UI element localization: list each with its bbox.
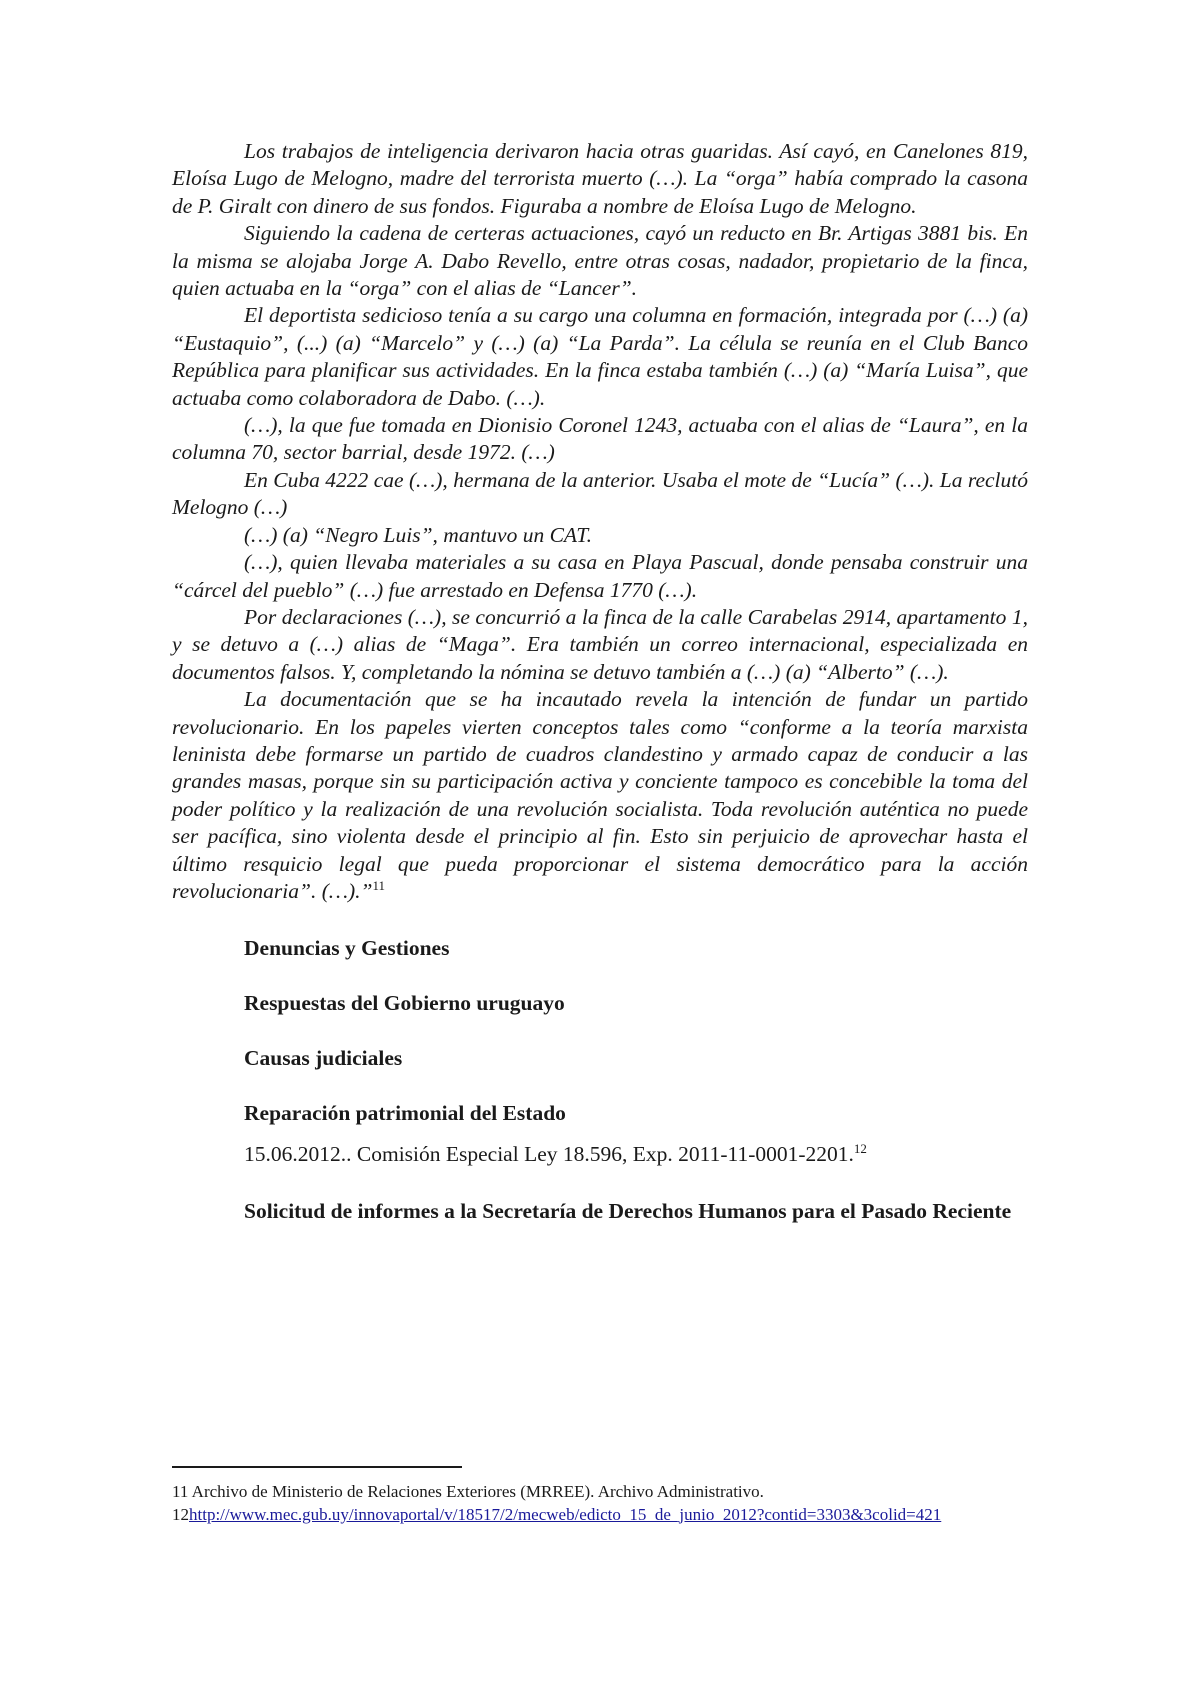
footnote-divider bbox=[172, 1466, 462, 1468]
reparacion-entry bbox=[172, 1141, 1028, 1168]
quote-paragraph bbox=[172, 686, 1028, 905]
paragraph: Siguiendo la cadena de certeras actuaciones, cayó un reducto en Br. Artigas 3881 bis. En la misma se alojaba Jorge A. Dabo Revello, entre otras cosas, nadador, propietario de la finca, quien actuaba en la “orga” con el alias de “Lancer”. bbox=[172, 221, 1028, 301]
footnote-ref-12[interactable]: 12 bbox=[853, 1141, 867, 1157]
paragraph: (…), la que fue tomada en Dionisio Coronel 1243, actuaba con el alias de “Laura”, en la columna 70, sector barrial, desde 1972. (…) bbox=[172, 413, 1028, 465]
footnotes bbox=[172, 1480, 1032, 1526]
heading-denuncias: Denuncias y Gestiones bbox=[244, 936, 450, 961]
heading-solicitud: Solicitud de informes a la Secretaría de Derechos Humanos para el Pasado Reciente bbox=[244, 1199, 1012, 1224]
paragraph: El deportista sedicioso tenía a su cargo una columna en formación, integrada por (…) (a) “Eustaquio”, (...) (a) “Marcelo” y (…) (a) “La Parda”. La célula se reunía en el Club Banco República para planificar sus actividades. En la finca estaba también (…) (a) “María Luisa”, que actuaba como colaboradora de Dabo. (…). bbox=[172, 303, 1028, 410]
paragraph: En Cuba 4222 cae (…), hermana de la anterior. Usaba el mote de “Lucía” (…). La reclutó Melogno (…) bbox=[172, 467, 1028, 520]
footnote-number: 12 bbox=[172, 1505, 189, 1524]
document-body bbox=[172, 138, 1028, 1226]
footnote-link[interactable]: http://www.mec.gub.uy/innovaportal/v/18517/2/mecweb/edicto_15_de_junio_2012?contid=3303&3colid=421 bbox=[189, 1505, 942, 1524]
paragraph: Por declaraciones (…), se concurrió a la finca de la calle Carabelas 2914, apartamento 1, y se detuvo a (…) alias de “Maga”. Era también un correo internacional, especializada en documentos falsos. Y, completando la nómina se detuvo también a (…) (a) “Alberto” (…). bbox=[172, 604, 1028, 684]
reparacion-text: 15.06.2012.. Comisión Especial Ley 18.596, Exp. 2011-11-0001-2201. bbox=[244, 1142, 854, 1167]
footnote-11 bbox=[172, 1480, 1032, 1503]
footnote-number: 11 bbox=[172, 1482, 189, 1501]
footnote-text: Archivo de Ministerio de Relaciones Exteriores (MRREE). Archivo Administrativo. bbox=[188, 1482, 764, 1501]
heading-causas: Causas judiciales bbox=[244, 1046, 403, 1071]
footnote-ref-11[interactable]: 11 bbox=[372, 877, 385, 893]
paragraph: (…), quien llevaba materiales a su casa en Playa Pascual, donde pensaba construir una “cárcel del pueblo” (…) fue arrestado en Defensa 1770 (…). bbox=[172, 550, 1028, 602]
heading-reparacion: Reparación patrimonial del Estado bbox=[244, 1101, 566, 1126]
quote-text: La documentación que se ha incautado revela la intención de fundar un partido revolucionario. En los papeles vierten conceptos tales como “conforme a la teoría marxista leninista debe formarse un partido de cuadros clandestino y armado capaz de conducir a las grandes masas, porque sin su participación activa y conciente tampoco es concebible la toma del poder político y la realización de una revolución socialista. Toda revolución auténtica no puede ser pacífica, sino violenta desde el principio al fin. Esto sin perjuicio de aprovechar hasta el último resquicio legal que pueda proporcionar el sistema democrático para la acción revolucionaria”. (…).” bbox=[172, 687, 1028, 903]
footnote-12 bbox=[172, 1503, 1032, 1526]
paragraph: (…) (a) “Negro Luis”, mantuvo un CAT. bbox=[244, 522, 592, 547]
heading-respuestas: Respuestas del Gobierno uruguayo bbox=[244, 991, 565, 1016]
paragraph: Los trabajos de inteligencia derivaron hacia otras guaridas. Así cayó, en Canelones 819, Eloísa Lugo de Melogno, madre del terrorista muerto (…). La “orga” había comprado la casona de P. Giralt con dinero de sus fondos. Figuraba a nombre de Eloísa Lugo de Melogno. bbox=[172, 139, 1028, 218]
